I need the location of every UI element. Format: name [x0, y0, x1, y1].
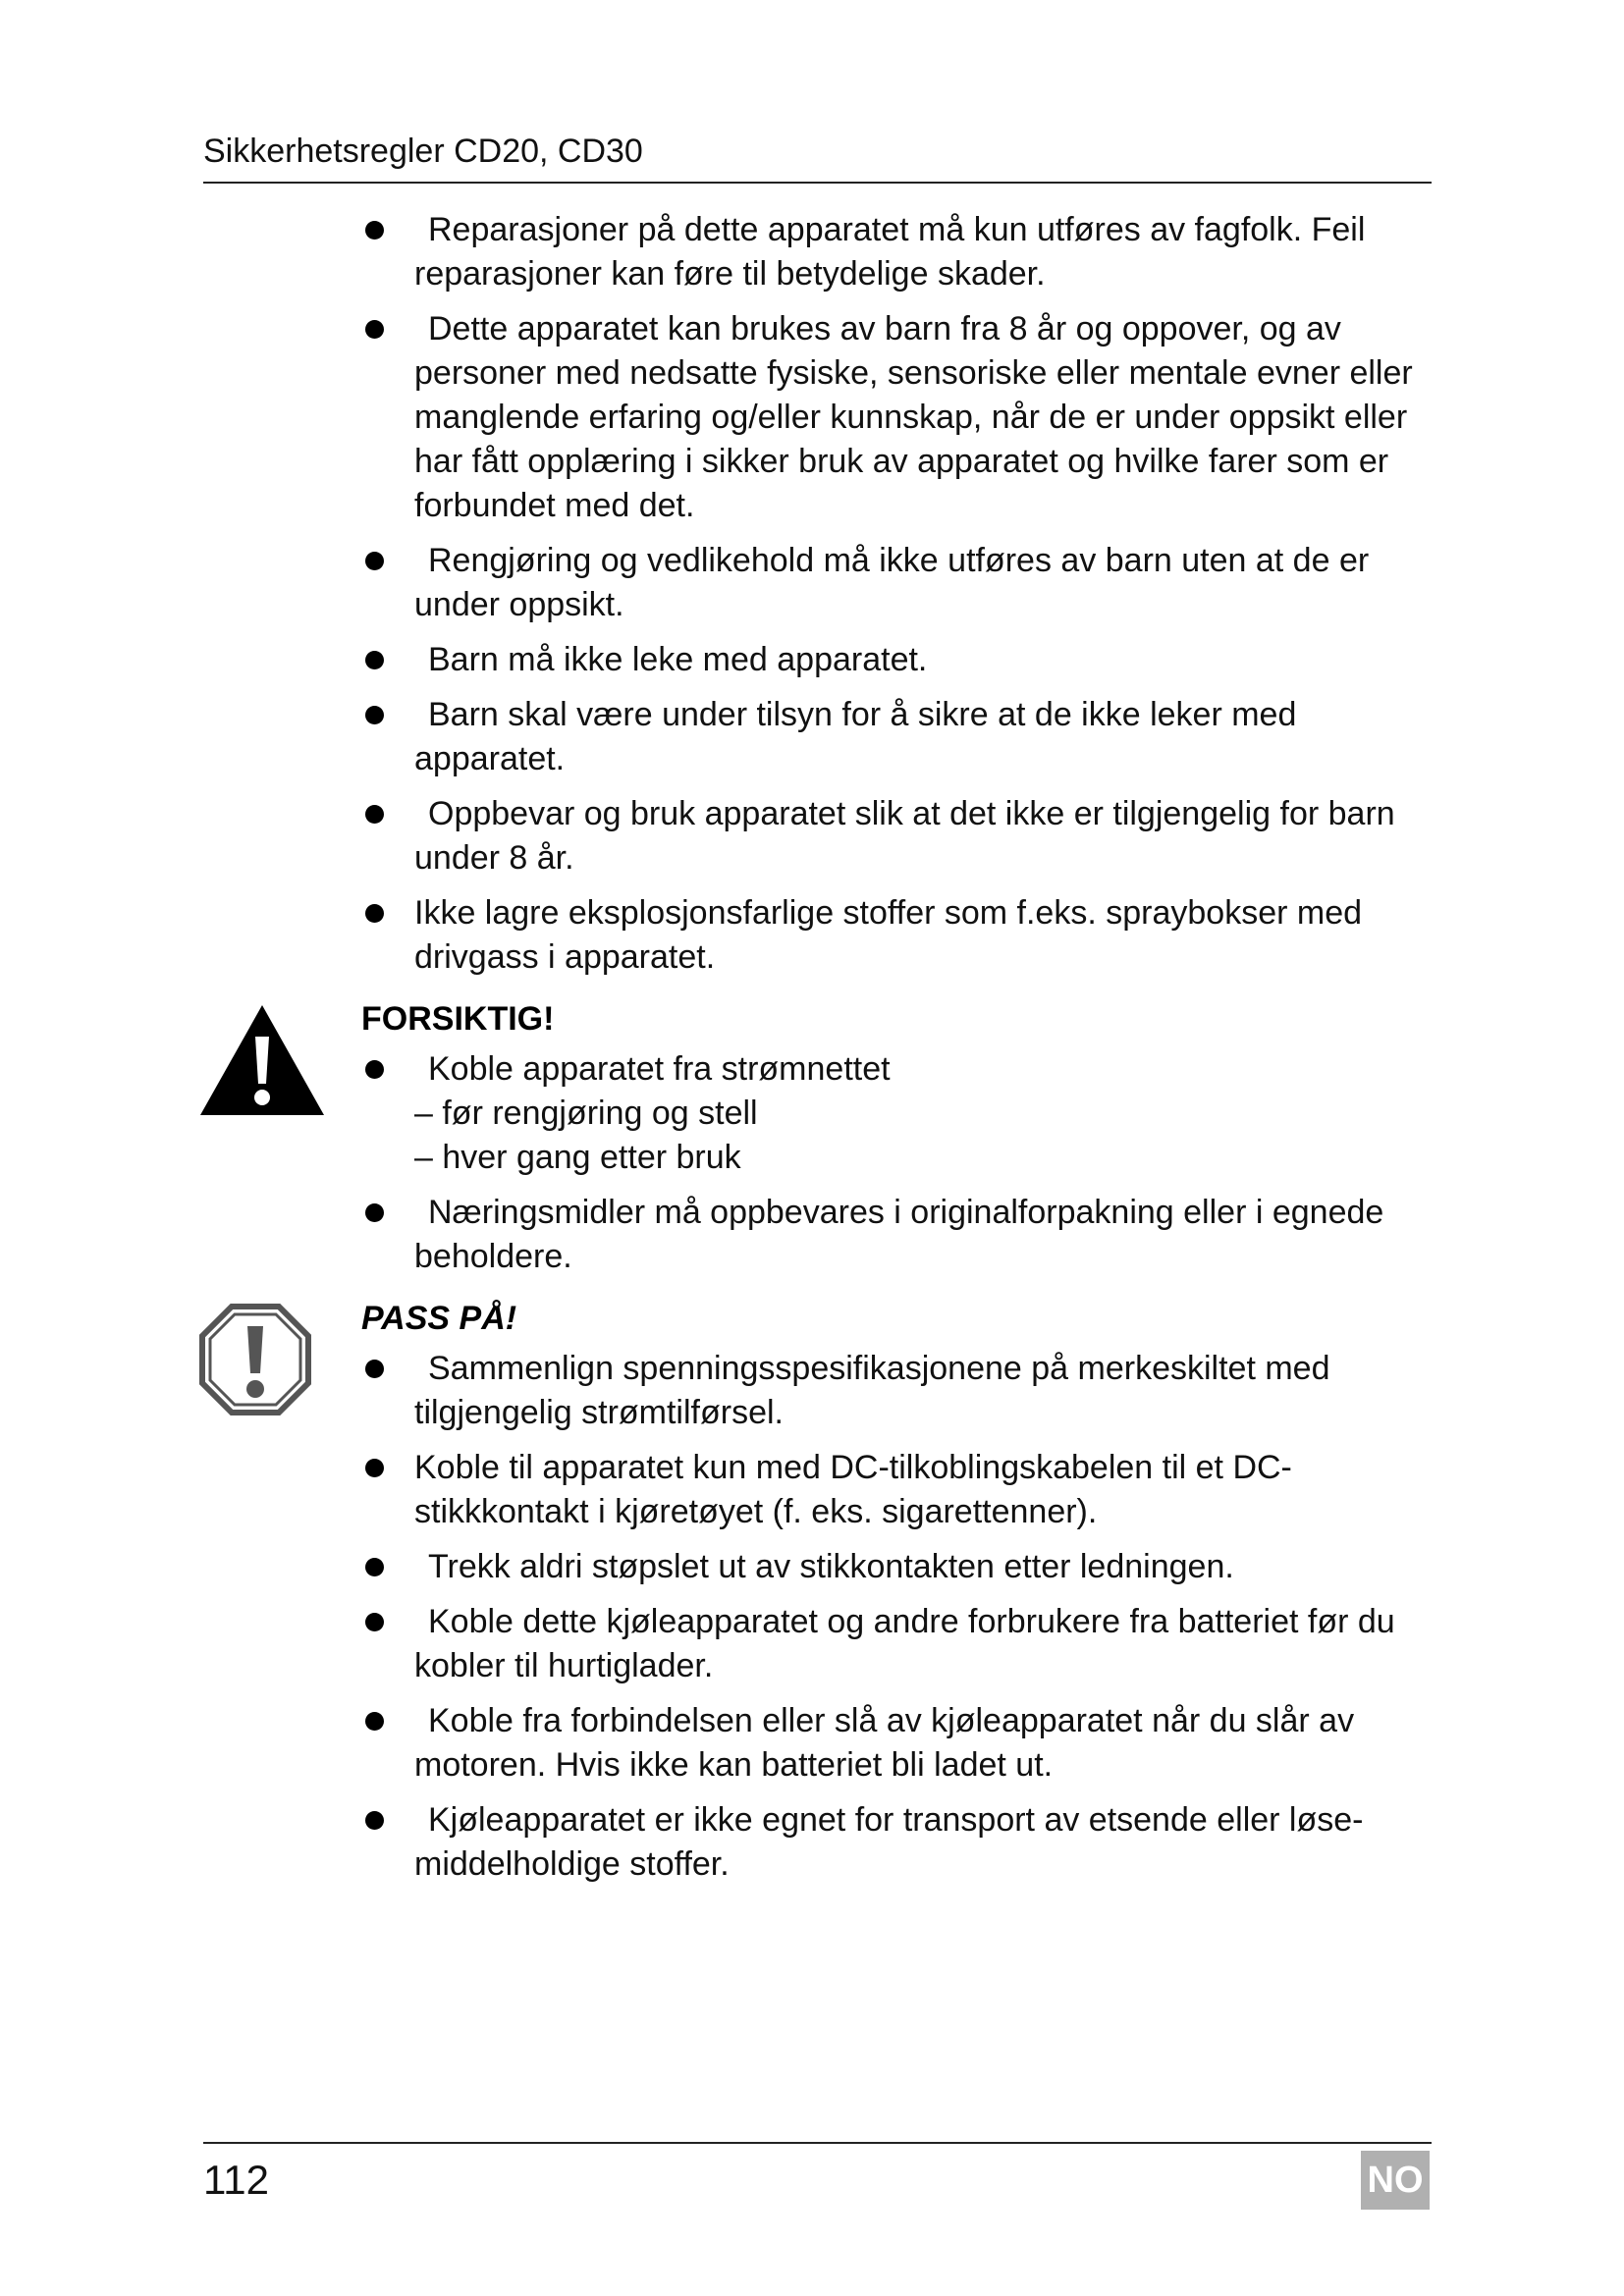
list-item: Barn skal være under tilsyn for å sikre at de ikke leker med apparatet.: [361, 693, 1451, 781]
bullet-icon: [365, 1060, 384, 1079]
page-header-title: Sikkerhetsregler CD20, CD30: [203, 133, 643, 170]
bullet-icon: [365, 805, 384, 824]
bullet-icon: [365, 706, 384, 724]
header-divider: [203, 182, 1432, 184]
attention-heading: PASS PÅ!: [361, 1300, 517, 1337]
bullet-icon: [365, 1613, 384, 1631]
attention-section: [361, 1297, 1451, 1887]
bullet-icon: [365, 1203, 384, 1222]
bullet-icon: [365, 1811, 384, 1830]
list-item: Reparasjoner på dette apparatet må kun utføres av fagfolk. Feil reparasjoner kan føre til betydelige skader.: [361, 208, 1451, 296]
bullet-icon: [365, 320, 384, 339]
bullet-icon: [365, 1360, 384, 1378]
list-item: Barn må ikke leke med apparatet.: [361, 638, 1451, 682]
bullet-icon: [365, 904, 384, 923]
attention-list: [361, 1347, 1451, 1887]
bullet-icon: [365, 1712, 384, 1731]
list-item: Næringsmidler må oppbevares i originalforpakning eller i egnede beholdere.: [361, 1191, 1451, 1279]
list-item: Koble dette kjøleapparatet og andre forbrukere fra batteriet før du kobler til hurtiglader.: [361, 1600, 1451, 1688]
language-badge: NO: [1361, 2151, 1430, 2210]
list-item: Sammenlign spenningsspesifikasjonene på merkeskiltet med tilgjengelig strømtilførsel.: [361, 1347, 1451, 1435]
sub-item: – før rengjøring og stell: [414, 1095, 758, 1132]
list-item: Ikke lagre eksplosjonsfarlige stoffer som f.eks. spraybokser med drivgass i apparatet.: [361, 891, 1451, 980]
caution-heading: FORSIKTIG!: [361, 1000, 555, 1038]
list-item: Koble til apparatet kun med DC-tilkoblingskabelen til et DC-stikkkontakt i kjøretøyet (f. eks. sigarettenner).: [361, 1446, 1451, 1534]
bullet-icon: [365, 1459, 384, 1477]
list-item: Rengjøring og vedlikehold må ikke utføres av barn uten at de er under oppsikt.: [361, 539, 1451, 627]
bullet-icon: [365, 1558, 384, 1576]
caution-section: [361, 997, 1451, 1279]
sub-item: – hver gang etter bruk: [414, 1139, 741, 1176]
page-number: 112: [203, 2157, 269, 2203]
list-item: Koble apparatet fra strømnettet – før rengjøring og stell – hver gang etter bruk: [361, 1047, 1451, 1180]
list-item: Koble fra forbindelsen eller slå av kjøleapparatet når du slår av motoren. Hvis ikke kan batteriet bli ladet ut.: [361, 1699, 1451, 1788]
list-item: Trekk aldri støpslet ut av stikkontakten etter ledningen.: [361, 1545, 1451, 1589]
list-item: Oppbevar og bruk apparatet slik at det ikke er tilgjengelig for barn under 8 år.: [361, 792, 1451, 881]
list-item: Kjøleapparatet er ikke egnet for transport av etsende eller løse-middelholdige stoffer.: [361, 1798, 1451, 1887]
warning-triangle-icon: [198, 1003, 326, 1117]
footer-divider: [203, 2142, 1432, 2144]
list-item: Dette apparatet kan brukes av barn fra 8 år og oppover, og av personer med nedsatte fysiske, sensoriske eller mentale evner eller manglende erfaring og/eller kunnskap, når de er under oppsikt eller har fått opplæring i sikker bruk av apparatet og hvilke farer som er forbundet med det.: [361, 307, 1451, 528]
bullet-icon: [365, 552, 384, 570]
bullet-icon: [365, 651, 384, 669]
general-safety-list: [361, 208, 1451, 980]
octagon-exclamation-icon: [198, 1303, 312, 1416]
bullet-icon: [365, 221, 384, 240]
document-body: [361, 208, 1451, 1897]
caution-list: [361, 1047, 1451, 1279]
